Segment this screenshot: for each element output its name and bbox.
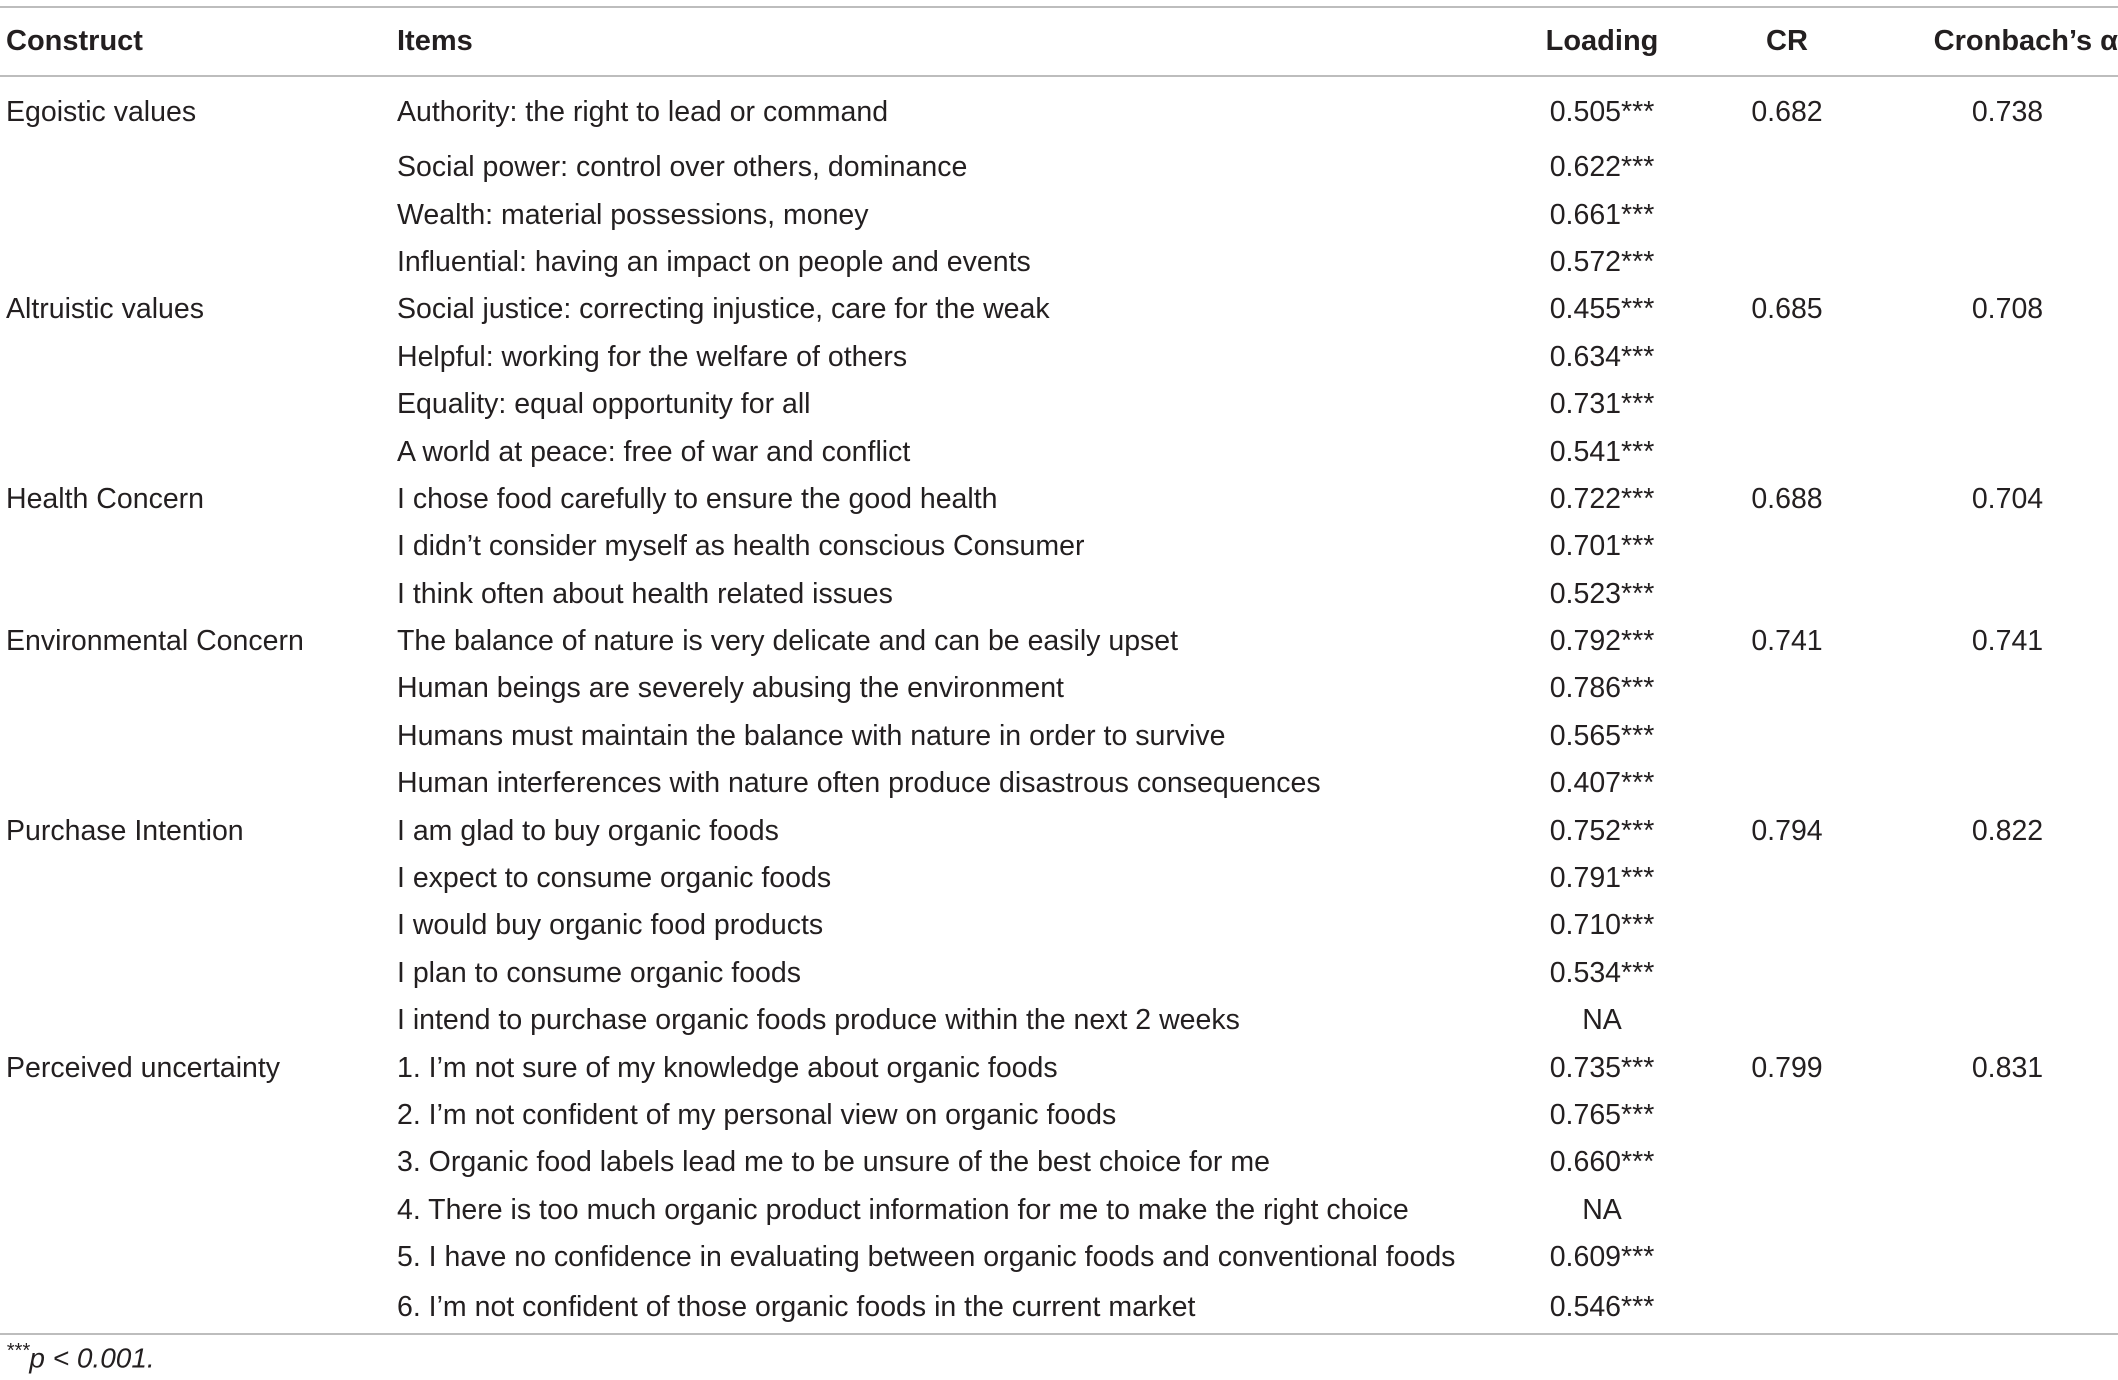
loading-cell: 0.541***	[1549, 435, 1655, 468]
loading-cell: 0.731***	[1549, 388, 1655, 421]
cr-cell	[1677, 1187, 1897, 1234]
loading-cell: 0.710***	[1549, 909, 1655, 942]
footnote-text: p < 0.001.	[29, 1342, 155, 1374]
item-cell: Humans must maintain the balance with nature in order to survive	[397, 719, 1226, 752]
table-row	[0, 665, 2118, 712]
cronbach-alpha-cell: 0.704	[1971, 482, 2044, 515]
item-cell: I didn’t consider myself as health conscious Consumer	[397, 530, 1085, 563]
cronbach-alpha-cell	[1897, 239, 2118, 286]
table-row	[0, 713, 2118, 760]
table-row	[0, 286, 2118, 333]
construct-cell	[0, 902, 397, 949]
header-loading: Loading	[1545, 25, 1659, 57]
cr-cell	[1677, 428, 1897, 475]
table-row	[0, 1044, 2118, 1091]
table-row	[0, 381, 2118, 428]
item-cell: I plan to consume organic foods	[397, 956, 801, 989]
table-row	[0, 523, 2118, 570]
cr-cell	[1677, 950, 1897, 997]
table-row	[0, 902, 2118, 949]
cronbach-alpha-cell: 0.741	[1971, 625, 2044, 658]
cronbach-alpha-cell: 0.822	[1971, 814, 2044, 847]
loading-cell: 0.523***	[1549, 577, 1655, 610]
cr-cell: 0.688	[1751, 482, 1823, 515]
loading-cell: 0.661***	[1549, 198, 1655, 231]
header-cr: CR	[1766, 25, 1808, 57]
cr-cell: 0.685	[1751, 293, 1823, 326]
loading-cell: 0.722***	[1549, 482, 1655, 515]
cr-cell	[1677, 760, 1897, 807]
item-cell: Authority: the right to lead or command	[397, 96, 889, 128]
table-row	[0, 807, 2118, 854]
construct-cell	[0, 239, 397, 286]
construct-cell: Health Concern	[6, 482, 205, 515]
cr-cell	[1677, 1092, 1897, 1139]
construct-cell: Egoistic values	[6, 96, 197, 128]
loading-cell: 0.546***	[1549, 1290, 1655, 1323]
cronbach-alpha-cell	[1897, 665, 2118, 712]
table-row	[0, 1139, 2118, 1186]
item-cell: I think often about health related issues	[397, 577, 893, 610]
cronbach-alpha-cell	[1897, 191, 2118, 238]
construct-cell	[0, 1281, 397, 1334]
cronbach-alpha-cell	[1897, 523, 2118, 570]
item-cell: 4. There is too much organic product information for me to make the right choice	[397, 1193, 1409, 1226]
loading-cell: 0.735***	[1549, 1051, 1655, 1084]
cr-cell	[1677, 1281, 1897, 1334]
cronbach-alpha-cell	[1897, 855, 2118, 902]
cronbach-alpha-cell	[1897, 1234, 2118, 1281]
table-row	[0, 239, 2118, 286]
cr-cell	[1677, 997, 1897, 1044]
loading-cell: 0.505***	[1549, 96, 1655, 128]
table-row	[0, 571, 2118, 618]
item-cell: Wealth: material possessions, money	[397, 198, 869, 231]
item-cell: 3. Organic food labels lead me to be unsure of the best choice for me	[397, 1146, 1270, 1179]
item-cell: Social power: control over others, dominance	[397, 151, 968, 184]
loading-cell: 0.660***	[1549, 1146, 1655, 1179]
table-row	[0, 950, 2118, 997]
cronbach-alpha-cell	[1897, 1281, 2118, 1334]
construct-cell	[0, 1139, 397, 1186]
header-items: Items	[397, 25, 473, 57]
construct-cell	[0, 713, 397, 760]
loading-cell: 0.634***	[1549, 340, 1655, 373]
item-cell: Social justice: correcting injustice, care for the weak	[397, 293, 1050, 326]
construct-cell	[0, 523, 397, 570]
item-cell: Influential: having an impact on people and events	[397, 245, 1031, 278]
loading-cell: 0.701***	[1549, 530, 1655, 563]
item-cell: I would buy organic food products	[397, 909, 824, 942]
item-cell: I intend to purchase organic foods produce within the next 2 weeks	[397, 1004, 1240, 1037]
cr-cell: 0.741	[1751, 625, 1823, 658]
cronbach-alpha-cell: 0.831	[1971, 1051, 2044, 1084]
cr-cell	[1677, 713, 1897, 760]
construct-cell	[0, 665, 397, 712]
item-cell: I chose food carefully to ensure the good health	[397, 482, 998, 515]
table-row	[0, 760, 2118, 807]
cr-cell: 0.799	[1751, 1051, 1823, 1084]
construct-cell	[0, 334, 397, 381]
header-construct: Construct	[6, 25, 143, 57]
item-cell: Human beings are severely abusing the environment	[397, 672, 1064, 705]
loading-cell: 0.455***	[1549, 293, 1655, 326]
construct-cell	[0, 1187, 397, 1234]
item-cell: 2. I’m not confident of my personal view on organic foods	[397, 1099, 1117, 1131]
table-row	[0, 191, 2118, 238]
cr-cell	[1677, 239, 1897, 286]
construct-cell	[0, 997, 397, 1044]
item-cell: The balance of nature is very delicate and can be easily upset	[397, 625, 1179, 658]
table-header	[0, 7, 2118, 76]
construct-cell: Environmental Concern	[6, 625, 304, 658]
construct-cell	[0, 950, 397, 997]
table-row	[0, 144, 2118, 191]
construct-cell	[0, 381, 397, 428]
construct-cell	[0, 191, 397, 238]
loading-cell: 0.565***	[1549, 719, 1655, 752]
loading-cell: 0.765***	[1549, 1099, 1655, 1131]
loading-cell: 0.786***	[1549, 672, 1655, 705]
cronbach-alpha-cell	[1897, 381, 2118, 428]
cronbach-alpha-cell: 0.738	[1971, 96, 2044, 128]
construct-cell	[0, 428, 397, 475]
cr-cell	[1677, 334, 1897, 381]
construct-cell: Purchase Intention	[6, 814, 244, 847]
construct-cell	[0, 571, 397, 618]
table-row	[0, 997, 2118, 1044]
construct-cell	[0, 1234, 397, 1281]
item-cell: 6. I’m not confident of those organic foods in the current market	[397, 1290, 1196, 1323]
cronbach-alpha-cell	[1897, 902, 2118, 949]
table-row	[0, 618, 2118, 665]
cronbach-alpha-cell	[1897, 144, 2118, 191]
construct-cell: Perceived uncertainty	[6, 1051, 281, 1084]
table-row	[0, 1092, 2118, 1139]
item-cell: I am glad to buy organic foods	[397, 814, 779, 847]
cr-cell	[1677, 665, 1897, 712]
table-row	[0, 334, 2118, 381]
table-row	[0, 76, 2118, 144]
cronbach-alpha-cell	[1897, 1187, 2118, 1234]
table-row	[0, 855, 2118, 902]
cr-cell	[1677, 571, 1897, 618]
header-cronbach-alpha: Cronbach’s α	[1933, 25, 2118, 57]
cronbach-alpha-cell	[1897, 760, 2118, 807]
construct-cell: Altruistic values	[6, 293, 204, 326]
cr-cell	[1677, 902, 1897, 949]
item-cell: Human interferences with nature often produce disastrous consequences	[397, 767, 1321, 800]
cr-cell: 0.682	[1751, 96, 1823, 128]
loading-cell: 0.572***	[1549, 245, 1655, 278]
cr-cell	[1677, 523, 1897, 570]
loading-cell: 0.752***	[1549, 814, 1655, 847]
cr-cell	[1677, 381, 1897, 428]
cronbach-alpha-cell	[1897, 1092, 2118, 1139]
cronbach-alpha-cell: 0.708	[1971, 293, 2044, 326]
construct-cell	[0, 760, 397, 807]
table-row	[0, 428, 2118, 475]
loading-cell: NA	[1582, 1004, 1622, 1037]
cronbach-alpha-cell	[1897, 428, 2118, 475]
cronbach-alpha-cell	[1897, 950, 2118, 997]
item-cell: A world at peace: free of war and conflict	[397, 435, 911, 468]
construct-cell	[0, 855, 397, 902]
cronbach-alpha-cell	[1897, 1139, 2118, 1186]
table-row	[0, 1281, 2118, 1334]
cr-cell	[1677, 1139, 1897, 1186]
cronbach-alpha-cell	[1897, 713, 2118, 760]
cronbach-alpha-cell	[1897, 997, 2118, 1044]
item-cell: Equality: equal opportunity for all	[397, 388, 811, 421]
footnote	[6, 1340, 155, 1374]
loading-cell: 0.407***	[1549, 767, 1655, 800]
construct-cell	[0, 144, 397, 191]
cr-cell	[1677, 191, 1897, 238]
cr-cell	[1677, 1234, 1897, 1281]
cr-cell: 0.794	[1751, 814, 1823, 847]
loading-cell: NA	[1582, 1193, 1622, 1226]
loading-cell: 0.534***	[1549, 956, 1655, 989]
construct-cell	[0, 1092, 397, 1139]
loading-cell: 0.622***	[1549, 151, 1655, 184]
cr-cell	[1677, 144, 1897, 191]
table-row	[0, 476, 2118, 523]
measurement-table	[0, 6, 2118, 1335]
loading-cell: 0.609***	[1549, 1241, 1655, 1274]
item-cell: 1. I’m not sure of my knowledge about organic foods	[397, 1051, 1058, 1084]
table-row	[0, 1187, 2118, 1234]
table-row	[0, 1234, 2118, 1281]
cr-cell	[1677, 855, 1897, 902]
footnote-marker: ***	[6, 1340, 30, 1362]
cronbach-alpha-cell	[1897, 571, 2118, 618]
cronbach-alpha-cell	[1897, 334, 2118, 381]
item-cell: Helpful: working for the welfare of others	[397, 340, 908, 373]
item-cell: 5. I have no confidence in evaluating between organic foods and conventional foods	[397, 1241, 1456, 1274]
loading-cell: 0.792***	[1549, 625, 1655, 658]
table-body	[0, 76, 2118, 1334]
loading-cell: 0.791***	[1549, 862, 1655, 895]
item-cell: I expect to consume organic foods	[397, 862, 832, 895]
